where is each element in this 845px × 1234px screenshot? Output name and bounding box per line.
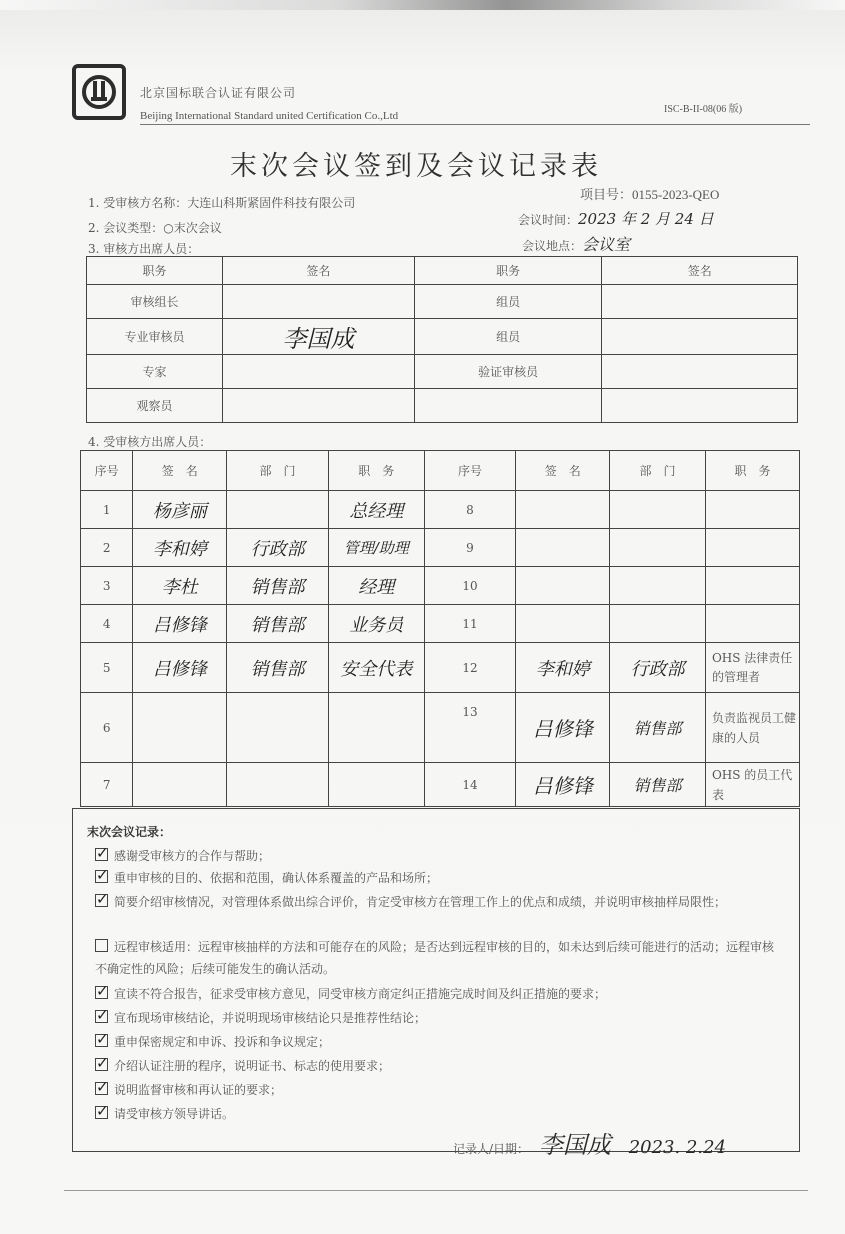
header-signature: 签 名 bbox=[133, 451, 227, 491]
project-label: 项目号： bbox=[580, 188, 633, 203]
cell-department bbox=[610, 491, 706, 529]
record-item bbox=[95, 1079, 785, 1101]
table-row bbox=[81, 491, 800, 529]
cell-no: 4 bbox=[81, 605, 133, 643]
header-signature: 签名 bbox=[602, 257, 798, 285]
checkbox-checked[interactable] bbox=[95, 1034, 108, 1047]
meeting-place-value: 会议室 bbox=[582, 235, 631, 254]
cell-no: 12 bbox=[424, 643, 516, 693]
checkbox-checked[interactable] bbox=[95, 1082, 108, 1095]
record-item bbox=[95, 1007, 785, 1029]
cell-position: 验证审核员 bbox=[414, 355, 602, 389]
cell-signature: 李和婷 bbox=[133, 529, 227, 567]
cell-no: 1 bbox=[81, 491, 133, 529]
cell-position: OHS 的员工代表 bbox=[705, 763, 799, 807]
record-text: 简要介绍审核情况，对管理体系做出综合评价，肯定受审核方在管理工作上的优点和成绩，并说明审核抽样局限性； bbox=[114, 895, 727, 909]
cell-position: 业务员 bbox=[328, 605, 424, 643]
cell-department: 行政部 bbox=[227, 529, 329, 567]
record-item bbox=[95, 936, 785, 980]
record-item bbox=[95, 1031, 785, 1053]
cell-position: OHS 法律责任的管理者 bbox=[705, 643, 799, 693]
cell-signature bbox=[133, 693, 227, 763]
checkbox-checked[interactable] bbox=[95, 894, 108, 907]
record-text: 重申保密规定和申诉、投诉和争议规定； bbox=[114, 1035, 331, 1049]
header-signature: 签 名 bbox=[516, 451, 610, 491]
table-row bbox=[81, 643, 800, 693]
page-title: 末次会议签到及会议记录表 bbox=[230, 151, 602, 182]
record-text: 宣布现场审核结论，并说明现场审核结论只是推荐性结论； bbox=[114, 1011, 427, 1025]
cell-position bbox=[705, 529, 799, 567]
header-signature: 签名 bbox=[223, 257, 415, 285]
records-title: 末次会议记录： bbox=[87, 825, 172, 839]
cell-position: 审核组长 bbox=[87, 285, 223, 319]
cell-position: 专业审核员 bbox=[87, 319, 223, 355]
cell-position: 专家 bbox=[87, 355, 223, 389]
audit-table-header bbox=[87, 257, 798, 285]
record-item bbox=[95, 983, 785, 1005]
cell-department: 销售部 bbox=[227, 605, 329, 643]
cell-no: 3 bbox=[81, 567, 133, 605]
project-field bbox=[580, 184, 719, 203]
record-item bbox=[95, 845, 785, 867]
meeting-time-label: 会议时间： bbox=[518, 213, 579, 227]
meeting-time-value: 2023 年 2 月 24 日 bbox=[578, 210, 714, 228]
recorder-field bbox=[453, 1125, 726, 1160]
cell-signature bbox=[223, 285, 415, 319]
meeting-type-label: 2. 会议类型： bbox=[88, 221, 164, 235]
company-logo bbox=[72, 64, 126, 120]
auditee-value: 大连山科斯紧固件科技有限公司 bbox=[187, 196, 356, 210]
cell-signature: 李和婷 bbox=[516, 643, 610, 693]
table-row bbox=[81, 529, 800, 567]
checkbox-unchecked[interactable] bbox=[95, 939, 108, 952]
header-no: 序号 bbox=[424, 451, 516, 491]
cell-position bbox=[414, 389, 602, 423]
cell-position: 管理/助理 bbox=[328, 529, 424, 567]
recorder-date: 2023. 2.24 bbox=[628, 1137, 727, 1158]
cell-position: 负责监视员工健康的人员 bbox=[705, 693, 799, 763]
table-row bbox=[81, 567, 800, 605]
checkbox-checked[interactable] bbox=[95, 1010, 108, 1023]
cell-signature bbox=[133, 763, 227, 807]
audit-attendees-label: 3. 审核方出席人员： bbox=[88, 242, 200, 256]
cell-department: 销售部 bbox=[227, 643, 329, 693]
record-text: 宣读不符合报告，征求受审核方意见，同受审核方商定纠正措施完成时间及纠正措施的要求； bbox=[114, 987, 607, 1001]
cell-position bbox=[705, 491, 799, 529]
table-row bbox=[87, 285, 798, 319]
company-name-en: Beijing International Standard united Certification Co.,Ltd bbox=[140, 110, 399, 122]
cell-no: 7 bbox=[81, 763, 133, 807]
cell-no: 14 bbox=[424, 763, 516, 807]
cell-position: 总经理 bbox=[328, 491, 424, 529]
cell-no: 13 bbox=[424, 693, 516, 763]
header-position: 职务 bbox=[87, 257, 223, 285]
cell-signature: 吕修锋 bbox=[516, 693, 610, 763]
cell-no: 9 bbox=[424, 529, 516, 567]
cell-no: 11 bbox=[424, 605, 516, 643]
record-text: 感谢受审核方的合作与帮助； bbox=[114, 849, 271, 863]
cell-position bbox=[328, 763, 424, 807]
cell-signature: 杨彦丽 bbox=[133, 491, 227, 529]
cell-no: 8 bbox=[424, 491, 516, 529]
recorder-signature: 李国成 bbox=[538, 1131, 611, 1159]
checkbox-checked[interactable] bbox=[95, 1058, 108, 1071]
header-position: 职务 bbox=[414, 257, 602, 285]
cell-position: 组员 bbox=[414, 285, 602, 319]
cell-department bbox=[227, 491, 329, 529]
cell-signature bbox=[602, 389, 798, 423]
cell-department: 行政部 bbox=[610, 643, 706, 693]
cell-department: 销售部 bbox=[610, 763, 706, 807]
record-item bbox=[95, 891, 785, 913]
cell-signature: 李国成 bbox=[223, 319, 415, 355]
table-row bbox=[87, 319, 798, 355]
cell-signature bbox=[516, 491, 610, 529]
scan-edge bbox=[0, 0, 845, 10]
cell-signature: 李杜 bbox=[133, 567, 227, 605]
record-text: 请受审核方领导讲话。 bbox=[114, 1107, 235, 1121]
cell-signature: 吕修锋 bbox=[133, 643, 227, 693]
cell-no: 2 bbox=[81, 529, 133, 567]
table-row bbox=[81, 693, 800, 763]
table-row bbox=[87, 389, 798, 423]
record-item bbox=[95, 867, 785, 889]
auditee-field bbox=[88, 194, 355, 211]
auditee-attendees-label: 4. 受审核方出席人员： bbox=[88, 435, 212, 449]
company-name-cn: 北京国标联合认证有限公司 bbox=[140, 86, 297, 100]
record-text: 重申审核的目的、依据和范围，确认体系覆盖的产品和场所； bbox=[114, 871, 439, 885]
cell-department bbox=[227, 693, 329, 763]
cell-position bbox=[705, 605, 799, 643]
cell-position: 组员 bbox=[414, 319, 602, 355]
cell-department: 销售部 bbox=[227, 567, 329, 605]
cell-position bbox=[328, 693, 424, 763]
audit-team-table bbox=[86, 256, 798, 423]
header-department: 部 门 bbox=[610, 451, 706, 491]
table-row bbox=[81, 605, 800, 643]
meeting-place-label: 会议地点： bbox=[522, 239, 583, 253]
header-no: 序号 bbox=[81, 451, 133, 491]
checkbox-checked[interactable] bbox=[95, 870, 108, 883]
record-item bbox=[95, 1103, 785, 1125]
record-item bbox=[95, 1055, 785, 1077]
cell-signature bbox=[516, 529, 610, 567]
cell-no: 10 bbox=[424, 567, 516, 605]
document-code: ISC-B-II-08(06 版) bbox=[664, 104, 743, 115]
cell-no: 6 bbox=[81, 693, 133, 763]
cell-signature bbox=[223, 389, 415, 423]
record-text: 说明监督审核和再认证的要求； bbox=[114, 1083, 283, 1097]
header-position: 职 务 bbox=[328, 451, 424, 491]
meeting-records-box bbox=[72, 808, 800, 1159]
auditee-label: 1. 受审核方名称： bbox=[88, 196, 188, 210]
meeting-type-field bbox=[88, 219, 222, 236]
cell-department bbox=[610, 529, 706, 567]
cell-signature: 吕修锋 bbox=[133, 605, 227, 643]
recorder-label: 记录人/日期： bbox=[453, 1142, 530, 1156]
cell-signature bbox=[516, 605, 610, 643]
table-row bbox=[81, 763, 800, 807]
header-position: 职 务 bbox=[705, 451, 799, 491]
checkbox-checked[interactable] bbox=[95, 1106, 108, 1119]
footer-divider bbox=[64, 1190, 808, 1191]
cell-signature: 吕修锋 bbox=[516, 763, 610, 807]
meeting-type-value: ○末次会议 bbox=[163, 221, 222, 235]
record-text: 远程审核适用：远程审核抽样的方法和可能存在的风险；是否达到远程审核的目的，如未达到后续可能进行的活动；远程审核不确定性的风险；后续可能发生的确认活动。 bbox=[95, 940, 775, 976]
header-divider bbox=[140, 124, 810, 125]
auditee-table-header bbox=[81, 451, 800, 491]
cell-position: 观察员 bbox=[87, 389, 223, 423]
cell-department: 销售部 bbox=[610, 693, 706, 763]
table-row bbox=[87, 355, 798, 389]
cell-signature bbox=[602, 319, 798, 355]
cell-department bbox=[227, 763, 329, 807]
meeting-time-field bbox=[518, 208, 714, 229]
cell-department bbox=[610, 605, 706, 643]
cell-department bbox=[610, 567, 706, 605]
cell-signature bbox=[516, 567, 610, 605]
checkbox-checked[interactable] bbox=[95, 848, 108, 861]
auditee-attendees-table bbox=[80, 450, 800, 807]
cell-position: 安全代表 bbox=[328, 643, 424, 693]
checkbox-checked[interactable] bbox=[95, 986, 108, 999]
cell-signature bbox=[602, 285, 798, 319]
cell-position: 经理 bbox=[328, 567, 424, 605]
cell-signature bbox=[223, 355, 415, 389]
record-text: 介绍认证注册的程序，说明证书、标志的使用要求； bbox=[114, 1059, 391, 1073]
cell-no: 5 bbox=[81, 643, 133, 693]
project-value: 0155-2023-QEO bbox=[632, 187, 720, 202]
meeting-place-field bbox=[522, 232, 630, 255]
cell-position bbox=[705, 567, 799, 605]
cell-signature bbox=[602, 355, 798, 389]
header-department: 部 门 bbox=[227, 451, 329, 491]
